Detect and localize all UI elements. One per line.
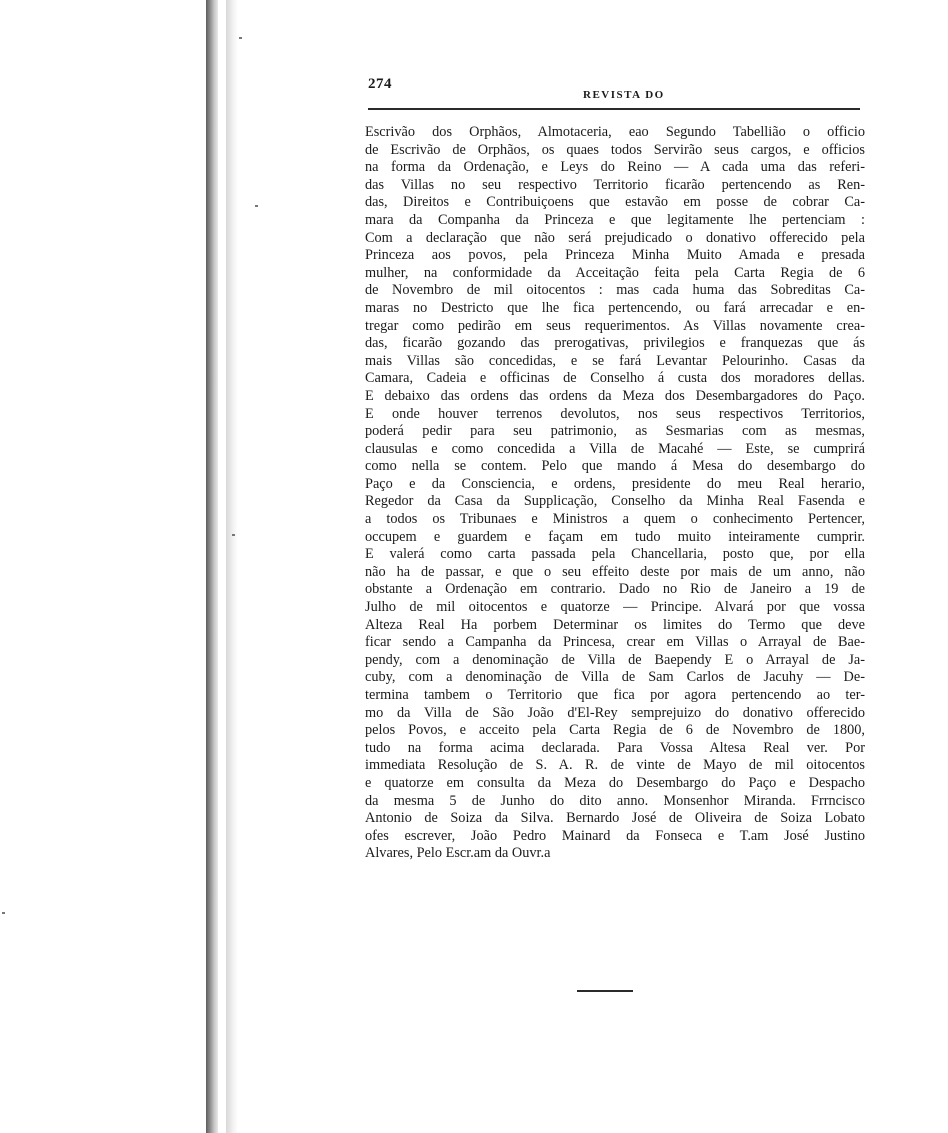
text-line: immediata Resolução de S. A. R. de vinte de Mayo de mil oitocentos <box>365 757 865 774</box>
text-line: pelos Povos, e acceito pela Carta Regia de 6 de Novembro de 1800, <box>365 722 865 739</box>
text-line: de Escrivão de Orphãos, os quaes todos Servirão seus cargos, e officios <box>365 141 865 158</box>
text-line: das, Direitos e Contribuiçoens que estavão em posse de cobrar Ca- <box>365 194 865 211</box>
text-line: da mesma 5 de Junho do dito anno. Monsenhor Miranda. Frrncisco <box>365 792 865 809</box>
text-line: na forma da Ordenação, e Leys do Reino — A cada uma das referi- <box>365 159 865 176</box>
text-line: poderá pedir para seu patrimonio, as Sesmarias com as mesmas, <box>365 423 865 440</box>
text-line: tregar como pedirão em seus requerimentos. As Villas novamente crea- <box>365 317 865 334</box>
body-text <box>365 124 865 863</box>
text-line: Princeza aos povos, pela Princeza Minha Muito Amada e presada <box>365 247 865 264</box>
text-line: Escrivão dos Orphãos, Almotaceria, eao Segundo Tabellião o officio <box>365 124 865 140</box>
scan-speck <box>239 37 242 39</box>
scan-speck <box>232 534 235 536</box>
text-line: obstante a Ordenação em contrario. Dado no Rio de Janeiro a 19 de <box>365 581 865 598</box>
running-head: REVISTA DO <box>583 89 665 101</box>
text-line: termina tambem o Territorio que fica por agora pertencendo ao ter- <box>365 687 865 703</box>
page-number: 274 <box>368 76 392 92</box>
book-gutter-shadow <box>206 0 218 1133</box>
text-line: E onde houver terrenos devolutos, nos seus respectivos Territorios, <box>365 405 865 422</box>
text-line: mara da Companha da Princeza e que legitamente lhe pertenciam : <box>365 211 865 228</box>
text-line: maras no Destricto que lhe fica pertencendo, ou fará arrecadar e en- <box>365 299 865 316</box>
text-line: cuby, com a denominação de Villa de Sam Carlos de Jacuhy — De- <box>365 669 865 686</box>
text-line: ficar sendo a Campanha da Princesa, crear em Villas o Arrayal de Bae- <box>365 634 865 651</box>
scan-speck <box>255 205 258 207</box>
text-line: de Novembro de mil oitocentos : mas cada huma das Sobreditas Ca- <box>365 282 865 299</box>
text-line: Julho de mil oitocentos e quatorze — Principe. Alvará por que vossa <box>365 599 865 616</box>
text-line: clausulas e como concedida a Villa de Macahé — Este, se cumprirá <box>365 440 865 457</box>
text-line: como nella se contem. Pelo que mando á Mesa do desembargo do <box>365 458 865 475</box>
text-line: Camara, Cadeia e officinas de Conselho á custa dos moradores dellas. <box>365 370 865 387</box>
text-line: Com a declaração que não será prejudicado o donativo offerecido pela <box>365 229 865 246</box>
text-line: Regedor da Casa da Supplicação, Conselho da Minha Real Fasenda e <box>365 493 865 510</box>
text-line: Antonio de Soiza da Silva. Bernardo José de Oliveira de Soiza Lobato <box>365 810 865 827</box>
text-line: Paço e da Consciencia, e ordens, presidente do meu Real herario, <box>365 475 865 492</box>
text-line: e quatorze em consulta da Meza do Desembargo do Paço e Despacho <box>365 774 865 791</box>
text-line: pendy, com a denominação de Villa de Baependy E o Arrayal de Ja- <box>365 651 865 668</box>
text-line: tudo na forma acima declarada. Para Vossa Altesa Real ver. Por <box>365 739 865 756</box>
text-line: ofes escrever, João Pedro Mainard da Fonseca e T.am José Justino <box>365 827 865 844</box>
text-line: das Villas no seu respectivo Territorio ficarão pertencendo as Ren- <box>365 176 865 193</box>
text-line: mulher, na conformidade da Acceitação feita pela Carta Regia de 6 <box>365 264 865 281</box>
text-line-last: Alvares, Pelo Escr.am da Ouvr.a <box>365 845 551 862</box>
text-line: mais Villas são concedidas, e se fará Levantar Pelourinho. Casas da <box>365 352 865 369</box>
text-line: das, ficarão gozando das prerogativas, privilegios e franquezas que ás <box>365 335 865 352</box>
text-line: a todos os Tribunaes e Ministros a quem o conhecimento Pertencer, <box>365 511 865 528</box>
text-line: mo da Villa de São João d'El-Rey semprejuizo do donativo offerecido <box>365 704 865 721</box>
text-line: E debaixo das ordens das ordens da Meza dos Desembargadores do Paço. <box>365 387 865 404</box>
text-line: occupem e guardem e façam em tudo muito inteiramente cumprir. <box>365 528 865 545</box>
page-edge-shading <box>226 0 238 1133</box>
text-line: não ha de passar, e que o seu effeito deste por mais de um anno, não <box>365 563 865 580</box>
text-line: Alteza Real Ha porbem Determinar os limites do Termo que deve <box>365 616 865 633</box>
end-rule <box>577 990 633 992</box>
scan-speck <box>2 912 5 914</box>
header-rule <box>368 108 860 110</box>
text-line: E valerá como carta passada pela Chancellaria, posto que, por ella <box>365 546 865 563</box>
